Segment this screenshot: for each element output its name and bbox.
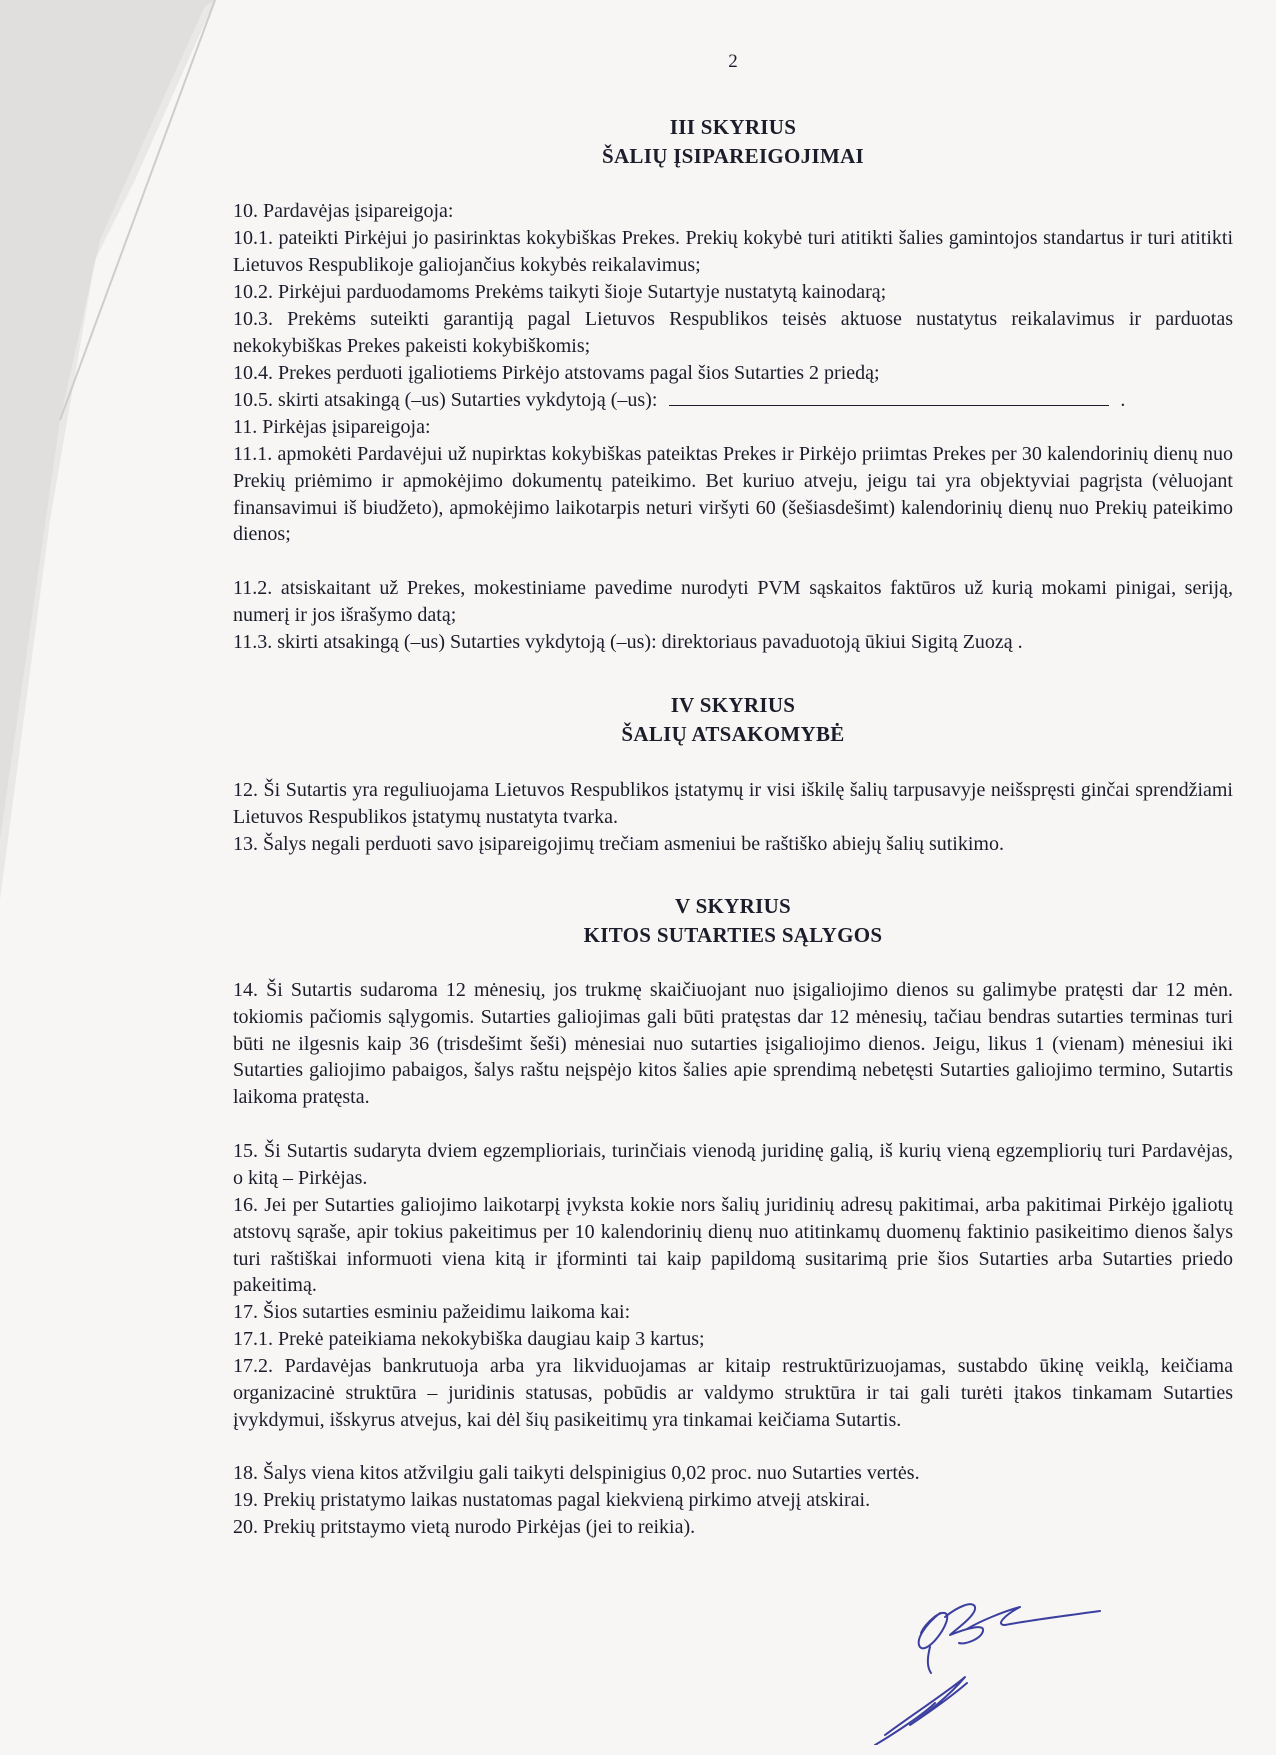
- page-number: 2: [728, 51, 738, 72]
- paragraph-10-4: 10.4. Prekes perduoti įgaliotiems Pirkėjo atstovams pagal šios Sutarties 2 priedą;: [233, 362, 880, 384]
- section-iii-subtitle: ŠALIŲ ĮSIPAREIGOJIMAI: [601, 144, 865, 168]
- paragraph-15: 15. Ši Sutartis sudaryta dviem egzemplioriais, turinčiais vienodą juridinę galią, iš kurių vieną egzempliorių turi Pardavėjas, o kitą – Pirkėjas.: [233, 1140, 1233, 1189]
- section-v-subtitle: KITOS SUTARTIES SĄLYGOS: [583, 923, 883, 947]
- paragraph-17-1: 17.1. Prekė pateikiama nekokybiška daugiau kaip 3 kartus;: [233, 1328, 705, 1350]
- paragraph-10-1: 10.1. pateikti Pirkėjui jo pasirinktas kokybiškas Prekes. Prekių kokybė turi atitikti šalies gamintojos standartus ir turi atitikti Lietuvos Respublikoje galiojančius kokybės reikalavimus;: [233, 227, 1233, 276]
- paragraph-12: 12. Ši Sutartis yra reguliuojama Lietuvos Respublikos įstatymų ir visi iškilę šalių tarpusavyje neišspręsti ginčai sprendžiami Lietuvos Respublikos įstatymų nustatyta tvarka.: [233, 779, 1233, 828]
- blank-line-suffix: .: [1120, 389, 1126, 411]
- paragraph-18: 18. Šalys viena kitos atžvilgiu gali taikyti delspinigius 0,02 proc. nuo Sutarties vertės.: [233, 1462, 920, 1484]
- paragraph-10-5: [233, 387, 1233, 414]
- section-v-title: V SKYRIUS: [674, 894, 792, 918]
- paragraph-20: 20. Prekių pritstaymo vietą nurodo Pirkėjas (jei to reikia).: [233, 1516, 696, 1538]
- paragraph-10-5-text: 10.5. skirti atsakingą (–us) Sutarties vykdytoją (–us):: [233, 389, 658, 411]
- paragraph-17-2: 17.2. Pardavėjas bankrutuoja arba yra likviduojamas ar kitaip restruktūrizuojamas, sustabdo ūkinę veiklą, keičiama organizacinė struktūra – juridinis statusas, pobūdis ar valdymo struktūra ir tai gali turėti įtakos tinkamam Sutarties įvykdymui, išskyrus atvejus, kai dėl šių pasikeitimų yra tinkamai keičiama Sutartis.: [233, 1355, 1233, 1431]
- section-iv-title: IV SKYRIUS: [670, 693, 796, 717]
- paragraph-11: 11. Pirkėjas įsipareigoja:: [233, 416, 431, 438]
- paragraph-13: 13. Šalys negali perduoti savo įsipareigojimų trečiam asmeniui be raštiško abiejų šalių sutikimo.: [233, 833, 1004, 855]
- paragraph-10: 10. Pardavėjas įsipareigoja:: [233, 200, 454, 222]
- paragraph-11-3: 11.3. skirti atsakingą (–us) Sutarties vykdytoją (–us): direktoriaus pavaduotoją ūkiui Sigitą Zuozą .: [233, 631, 1023, 653]
- section-iii-title: III SKYRIUS: [669, 115, 797, 139]
- paragraph-11-1: 11.1. apmokėti Pardavėjui už nupirktas kokybiškas pateiktas Prekes ir Pirkėjo priimtas Prekes per 30 kalendorinių dienų nuo Prekių priėmimo ir apmokėjimo dokumentų pateikimo. Bet kuriuo atveju, jeigu tai yra objektyviai pagrįsta (vėluojant finansavimui iš biudžeto), apmokėjimo laikotarpis neturi viršyti 60 (šešiasdešimt) kalendorinių dienų nuo Prekių pateikimo dienos;: [233, 443, 1233, 546]
- fill-in-blank-line: [669, 387, 1109, 406]
- handwritten-signature: [855, 1585, 1155, 1745]
- paragraph-14: 14. Ši Sutartis sudaroma 12 mėnesių, jos trukmę skaičiuojant nuo įsigaliojimo dienos su galimybe pratęsti dar 12 mėn. tokiomis pačiomis sąlygomis. Sutarties galiojimas gali būti pratęstas dar 12 mėnesių, tačiau bendras sutarties terminas turi būti ne ilgesnis kaip 36 (trisdešimt šeši) mėnesiai nuo sutarties įsigaliojimo dienos. Jeigu, likus 1 (vienam) mėnesiui iki Sutarties galiojimo pabaigos, šalys raštu neįspėjo kitos šalies apie sprendimą nebetęsti Sutarties galiojimo termino, Sutartis laikoma pratęsta.: [233, 979, 1233, 1109]
- section-iv-subtitle: ŠALIŲ ATSAKOMYBĖ: [621, 722, 845, 746]
- paragraph-17: 17. Šios sutarties esminiu pažeidimu laikoma kai:: [233, 1301, 631, 1323]
- paragraph-10-2: 10.2. Pirkėjui parduodamoms Prekėms taikyti šioje Sutartyje nustatytą kainodarą;: [233, 281, 887, 303]
- paragraph-11-2: 11.2. atsiskaitant už Prekes, mokestiniame pavedime nurodyti PVM sąskaitos faktūros už kurią mokami pinigai, seriją, numerį ir jos išrašymo datą;: [233, 577, 1233, 626]
- paragraph-19: 19. Prekių pristatymo laikas nustatomas pagal kiekvieną pirkimo atvejį atskirai.: [233, 1489, 871, 1511]
- paragraph-10-3: 10.3. Prekėms suteikti garantiją pagal Lietuvos Respublikos teisės aktuose nustatytus reikalavimus ir parduotas nekokybiškas Prekes pakeisti kokybiškomis;: [233, 308, 1233, 357]
- paragraph-16: 16. Jei per Sutarties galiojimo laikotarpį įvyksta kokie nors šalių juridinių adresų pakitimai, arba pakitimai Pirkėjo įgaliotų atstovų sąraše, apir tokius pakeitimus per 10 kalendorinių dienų nuo atitinkamų duomenų faktinio pasikeitimo dienos šalys turi raštiškai informuoti viena kitą ir įforminti tai kaip papildomą susitarimą prie šios Sutarties arba Sutarties priedo pakeitimą.: [233, 1194, 1233, 1297]
